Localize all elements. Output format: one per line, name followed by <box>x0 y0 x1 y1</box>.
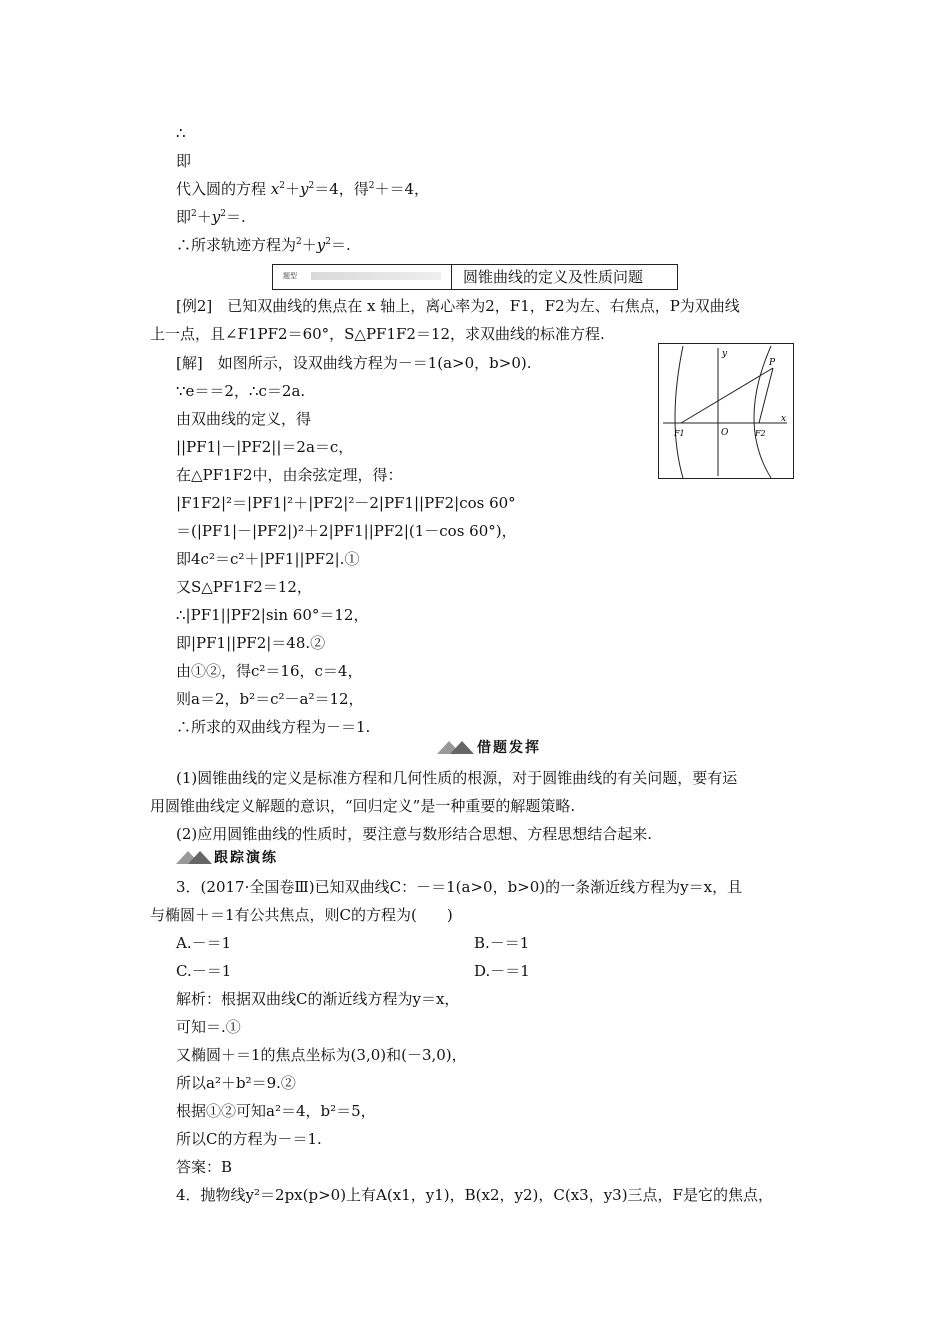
solution-line: 由①②，得c²＝16，c＝4， <box>176 662 363 680</box>
topic-tag-area <box>273 265 452 289</box>
mountain-icon <box>188 851 212 864</box>
namely-line: 即 <box>176 152 192 170</box>
solution-line: 又S△PF1F2＝12， <box>176 578 312 596</box>
pf2-segment <box>759 368 773 423</box>
analysis-line: 根据①②可知a²＝4，b²＝5， <box>176 1102 376 1120</box>
o-label: O <box>721 428 729 438</box>
question3-line2: 与椭圆＋＝1有公共焦点，则C的方程为( ) <box>150 906 453 924</box>
analysis-line: 解析：根据双曲线C的渐近线方程为y＝x， <box>176 990 460 1008</box>
topic-tag: 题型 <box>283 272 297 280</box>
p-label: P <box>769 358 776 368</box>
question4-line: 4．抛物线y²＝2px(p>0)上有A(x1，y1)，B(x2，y2)，C(x3，y3)三点，F是它的焦点， <box>176 1186 773 1204</box>
solution-line: |F1F2|²＝|PF1|²＋|PF2|²－2|PF1||PF2|cos 60° <box>176 494 516 512</box>
solution-line: 则a＝2，b²＝c²－a²＝12， <box>176 690 364 708</box>
solution-line: [解] 如图所示，设双曲线方程为－＝1(a>0，b>0). <box>176 354 532 372</box>
example2-line1: [例2] 已知双曲线的焦点在 x 轴上，离心率为2，F1，F2为左、右焦点，P为双曲线 <box>176 297 740 315</box>
solution-line: 由双曲线的定义，得 <box>176 410 312 428</box>
solution-line: ||PF1|－|PF2||＝2a＝c， <box>176 438 354 456</box>
paragraph: 用圆锥曲线定义解题的意识，“回归定义”是一种重要的解题策略. <box>150 797 576 815</box>
solution-line: 即4c²＝c²＋|PF1||PF2|.① <box>176 550 360 568</box>
analysis-line: 可知＝.① <box>176 1018 241 1036</box>
solution-line: 在△PF1F2中，由余弦定理，得： <box>176 466 403 484</box>
solution-line: ＝(|PF1|－|PF2|)²＋2|PF1||PF2|(1－cos 60°)， <box>176 522 517 540</box>
substitute-line: 代入圆的方程 $x^2+y^2=4$，得$^2$＋＝4， <box>176 180 430 198</box>
topic-banner <box>272 264 678 290</box>
paragraph: (1)圆锥曲线的定义是标准方程和几何性质的根源，对于圆锥曲线的有关问题，要有运 <box>176 769 738 787</box>
section-heading-jieti: 借题发挥 <box>477 740 541 756</box>
analysis-line: 所以a²＋b²＝9.② <box>176 1074 296 1092</box>
f2-label: F2 <box>755 429 766 438</box>
option-a: A.－＝1 <box>176 934 232 952</box>
solution-line: ∴|PF1||PF2|sin 60°＝12， <box>176 606 369 624</box>
section-heading-genzong: 跟踪演练 <box>214 850 278 866</box>
analysis-line: 又椭圆＋＝1的焦点坐标为(3,0)和(－3,0)， <box>176 1046 467 1064</box>
paragraph: (2)应用圆锥曲线的性质时，要注意与数形结合思想、方程思想结合起来. <box>176 825 653 843</box>
topic-bar <box>311 272 441 280</box>
x-label: x <box>781 414 787 424</box>
option-c: C.－＝1 <box>176 962 232 980</box>
result-line: 即$^2+y^2=$. <box>176 208 246 226</box>
pf1-segment <box>681 368 773 423</box>
answer-line: 答案：B <box>176 1158 233 1176</box>
question3-line1: 3．(2017·全国卷Ⅲ)已知双曲线C：－＝1(a>0，b>0)的一条渐近线方程为y＝x，且 <box>176 878 743 896</box>
locus-line: ∴所求轨迹方程为$^2+y^2=$. <box>176 236 351 254</box>
option-b: B.－＝1 <box>474 934 530 952</box>
example2-line2: 上一点，且∠F1PF2＝60°，S△PF1F2＝12，求双曲线的标准方程. <box>150 325 605 343</box>
solution-line: 即|PF1||PF2|＝48.② <box>176 634 326 652</box>
hyperbola-figure <box>658 343 794 479</box>
option-d: D.－＝1 <box>474 962 530 980</box>
mountain-icon <box>450 741 474 754</box>
solution-line: ∵e＝＝2，∴c＝2a. <box>176 382 306 400</box>
y-label: y <box>722 349 728 359</box>
topic-title: 圆锥曲线的定义及性质问题 <box>463 268 644 286</box>
analysis-line: 所以C的方程为－＝1. <box>176 1130 322 1148</box>
left-branch <box>675 346 683 478</box>
therefore-line: ∴ <box>176 124 186 142</box>
solution-line: ∴所求的双曲线方程为－＝1. <box>176 718 371 736</box>
hyperbola-diagram <box>659 344 793 478</box>
f1-label: F1 <box>674 429 685 438</box>
